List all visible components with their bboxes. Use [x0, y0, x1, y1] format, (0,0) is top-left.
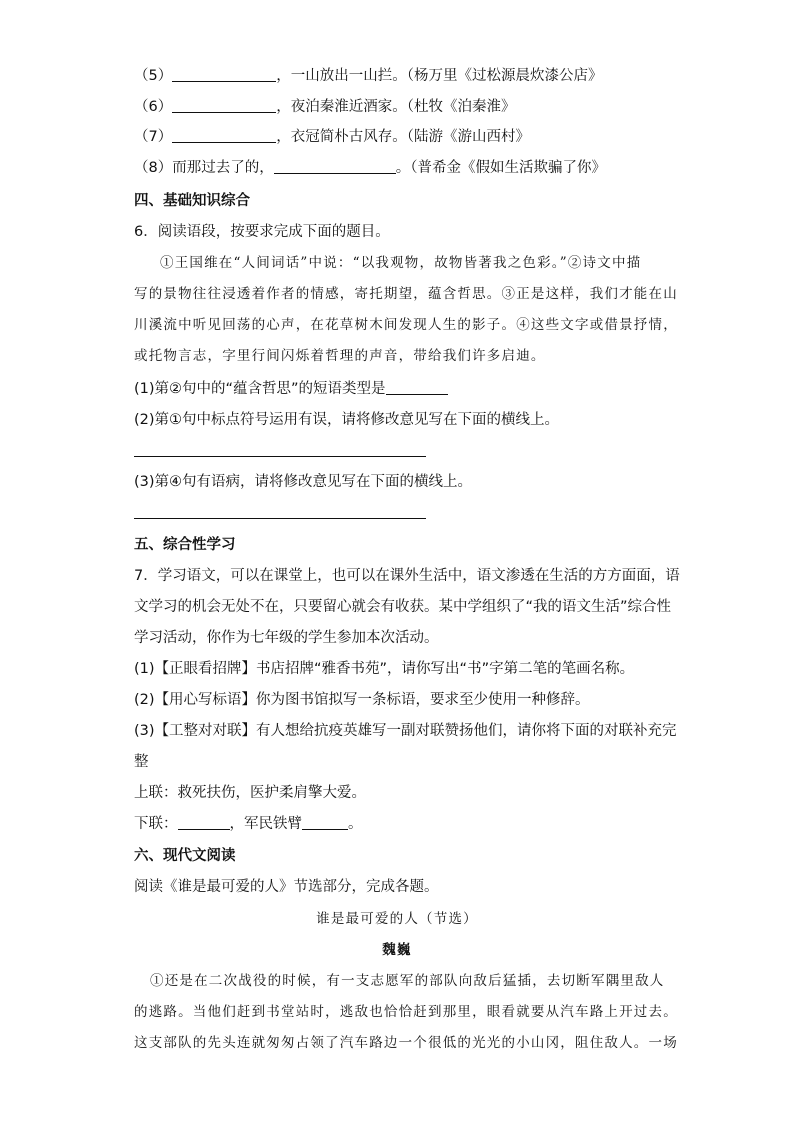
fill-item-6: [134, 97, 515, 117]
answer-blank[interactable]: [172, 97, 276, 113]
item-text: ，一山放出一山拦。（杨万里《过松源晨炊漆公店》: [276, 68, 603, 84]
sub-question-text: (1)第②句中的“蕴含哲思”的短语类型是: [134, 381, 386, 397]
reading-author: 魏巍: [382, 942, 412, 958]
item-text: （8）而那过去了的，: [134, 160, 274, 176]
answer-blank[interactable]: [274, 158, 396, 174]
answer-line[interactable]: [134, 456, 426, 457]
couplet-text: ，军民铁臂: [229, 816, 302, 832]
couplet-label: 下联：: [134, 816, 178, 832]
reading-line: ①还是在二次战役的时候，有一支志愿军的部队向敌后猛插，去切断军隅里敌人: [150, 973, 665, 989]
answer-blank[interactable]: [302, 814, 348, 830]
item-text: 。（普希金《假如生活欺骗了你》: [395, 160, 606, 176]
passage-line: 写的景物往往浸透着作者的情感，寄托期望，蕴含哲思。③正是这样，我们才能在山: [134, 286, 678, 302]
sub-question-2: (2)第①句中标点符号运用有误，请将修改意见写在下面的横线上。: [134, 412, 560, 428]
answer-line[interactable]: [134, 518, 426, 519]
question-stem-line: 文学习的机会无处不在，只要留心就会有收获。某中学组织了“我的语文生活”综合性: [134, 599, 672, 615]
couplet-lower: [134, 814, 363, 834]
sub-question-1: (1)【正眼看招牌】书店招牌“雅香书苑”，请你写出“书”字第二笔的笔画名称。: [134, 661, 635, 677]
section-heading: 五、综合性学习: [134, 537, 236, 553]
section-heading: 六、现代文阅读: [134, 848, 236, 864]
reading-line: 这支部队的先头连就匆匆占领了汽车路边一个很低的光光的小山冈，阻住敌人。一场: [134, 1035, 678, 1051]
sub-question-1: [134, 379, 448, 399]
fill-item-7: [134, 127, 530, 147]
item-number: （6）: [134, 99, 173, 115]
fill-item-8: [134, 158, 606, 178]
fill-item-5: [134, 66, 602, 86]
reading-title: 谁是最可爱的人（节选）: [316, 911, 478, 927]
passage-line: 或托物言志，字里行间闪烁着哲理的声音，带给我们许多启迪。: [134, 348, 546, 364]
sub-question-3: (3)第④句有语病，请将修改意见写在下面的横线上。: [134, 474, 473, 490]
passage-line: ①王国维在“人间词话”中说：“以我观物，故物皆著我之色彩。”②诗文中描: [160, 255, 642, 271]
item-number: （7）: [134, 129, 173, 145]
question-stem-line: 7．学习语文，可以在课堂上，也可以在课外生活中，语文渗透在生活的方方面面，语: [134, 568, 680, 584]
couplet-upper: 上联：救死扶伤，医护柔肩擎大爱。: [134, 785, 366, 801]
reading-line: 的逃路。当他们赶到书堂站时，逃敌也恰恰赶到那里，眼看就要从汽车路上开过去。: [134, 1004, 678, 1020]
item-number: （5）: [134, 68, 173, 84]
question-stem-line: 学习活动，你作为七年级的学生参加本次活动。: [134, 630, 439, 646]
reading-intro: 阅读《谁是最可爱的人》节选部分，完成各题。: [134, 879, 439, 895]
section-heading: 四、基础知识综合: [134, 193, 250, 209]
item-text: ，衣冠简朴古风存。（陆游《游山西村》: [276, 129, 530, 145]
answer-blank[interactable]: [178, 814, 230, 830]
question-stem: 6．阅读语段，按要求完成下面的题目。: [134, 224, 390, 240]
couplet-text: 。: [348, 816, 363, 832]
sub-question-2: (2)【用心写标语】你为图书馆拟写一条标语，要求至少使用一种修辞。: [134, 692, 590, 708]
sub-question-3: (3)【工整对对联】有人想给抗疫英雄写一副对联赞扬他们，请你将下面的对联补充完: [134, 723, 677, 739]
item-text: ，夜泊秦淮近酒家。（杜牧《泊秦淮》: [276, 99, 516, 115]
sub-question-3-cont: 整: [134, 754, 149, 770]
answer-blank[interactable]: [172, 66, 276, 82]
passage-line: 川溪流中听见回荡的心声，在花草树木间发现人生的影子。④这些文字或借景抒情，: [134, 317, 678, 333]
answer-blank[interactable]: [386, 379, 448, 395]
answer-blank[interactable]: [172, 127, 276, 143]
